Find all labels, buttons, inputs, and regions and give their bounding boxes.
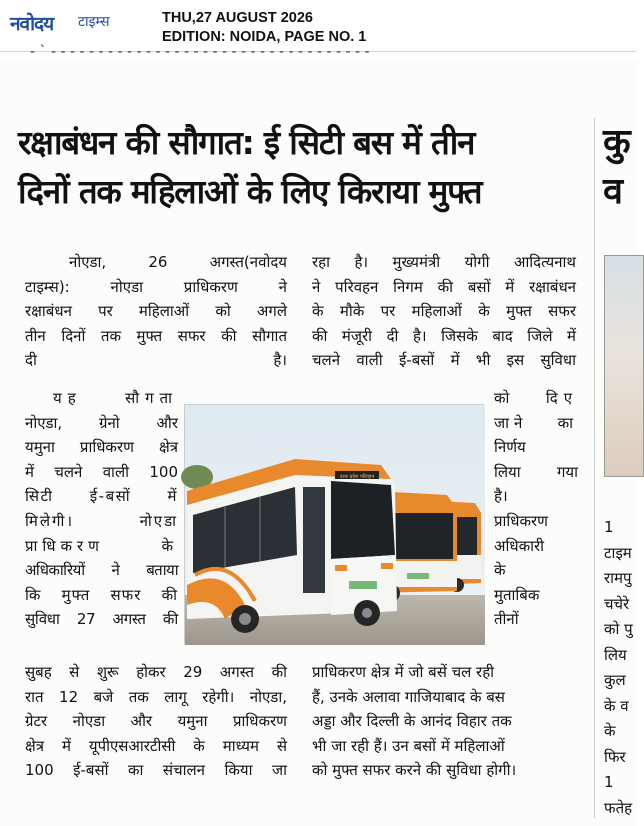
neighbor-line: को पु [604, 620, 633, 638]
neighbor-line: 1 [604, 773, 614, 791]
logo-main-text: नवोदय [10, 13, 54, 35]
neighbor-headline [603, 118, 631, 216]
neighbor-line: के [604, 722, 616, 740]
neighbor-headline-line: कु [603, 122, 631, 163]
text-line: में चलने वाली 100 [25, 462, 178, 481]
text-line: अड्डा और दिल्ली के आनंद विहार तक [312, 712, 512, 731]
neighbor-text [604, 515, 644, 821]
neighbor-line: रामपु [604, 569, 632, 587]
text-line: दी है। [25, 351, 287, 370]
text-line: टाइम्स): नोएडा प्राधिकरण ने [25, 277, 287, 296]
text-line: यमुना प्राधिकरण क्षेत्र [25, 438, 178, 457]
text-line: 100 ई-बसों का संचालन किया जा [25, 761, 287, 780]
neighbor-line: के व [604, 696, 629, 715]
text-line: ग्रेटर नोएडा और यमुना प्राधिकरण [25, 712, 287, 731]
newspaper-logo [10, 10, 150, 38]
bus-front [187, 459, 397, 633]
ebus-photo [184, 404, 484, 644]
text-line: रहा है। मुख्यमंत्री योगी आदित्यनाथ [312, 253, 576, 271]
text-line: प्राधिकरण के [25, 536, 178, 555]
text-line: रात 12 बजे तक लागू रहेगी। नोएडा, [25, 687, 287, 706]
article-headline [18, 118, 588, 216]
license-plate [349, 581, 377, 589]
text-line: ने परिवहन निगम की बसों में रक्षाबंधन [312, 277, 576, 296]
neighbor-line: फिर [604, 747, 626, 766]
bus-destination-sign: उत्तर प्रदेश परिवहन [339, 474, 375, 480]
text-line: मिलेगी। नोएडा [25, 511, 178, 530]
date-line: THU,27 AUGUST 2026 [162, 10, 313, 26]
neighbor-line: 1 [604, 518, 614, 536]
text-line: जाने का [494, 413, 578, 432]
col1-bottom-text [25, 660, 287, 783]
text-line: प्राधिकरण क्षेत्र में जो बसें चल रही [312, 663, 495, 681]
edition-line: EDITION: NOIDA, PAGE NO. 1 [162, 29, 367, 45]
col2-top-text [312, 250, 576, 373]
cut-previous-text: - ` - - - - - - - - - - - - - - - - - - - - - - - - - - - - - - - - - - [30, 44, 370, 60]
text-line: को मुफ्त सफर करने की सुविधा होगी। [312, 761, 517, 780]
neighbor-line: चचेरे [604, 594, 630, 613]
text-line: तीन दिनों तक मुफ्त सफर की सौगात [25, 326, 287, 345]
col2-bottom-text [312, 660, 576, 783]
text-line: चलने वाली ई-बसों में भी इस सुविधा [312, 351, 576, 370]
neighbor-line: फतेह [604, 798, 633, 817]
text-line: के मौके पर महिलाओं के मुफ्त सफर [312, 302, 576, 321]
text-line: भी जा रही हैं। उन बसों में महिलाओं [312, 736, 505, 755]
column-divider [594, 118, 595, 818]
headline-line-2: दिनों तक महिलाओं के लिए किराया मुफ्त [18, 172, 482, 211]
text-line: लिया गया [494, 462, 578, 481]
col1-top-text [25, 250, 287, 373]
text-line: है। [494, 487, 508, 506]
col1-mid-text [25, 386, 178, 632]
text-line: हैं, उनके अलावा गाजियाबाद के बस [312, 687, 505, 706]
headline-line-1: रक्षाबंधन की सौगात: ई सिटी बस में तीन [18, 123, 475, 162]
text-line: नोएडा, ग्रेनो और [25, 413, 178, 432]
text-line: सुविधा 27 अगस्त की [25, 610, 178, 629]
text-line: मुताबिक [494, 585, 540, 604]
text-line: के [494, 561, 506, 580]
col2-mid-text [494, 386, 578, 632]
logo-sub-text: टाइम्स [78, 14, 110, 30]
text-line: तीनों [494, 610, 519, 629]
text-line: सिटी ई-बसों में [25, 487, 178, 506]
neighbor-headline-line: व [603, 171, 624, 212]
text-line: यह सौगता [53, 389, 178, 407]
text-line: अधिकारियों ने बताया [25, 561, 178, 580]
text-line: क्षेत्र में यूपीएसआरटीसी के माध्यम से [25, 736, 287, 755]
edition-info [162, 9, 366, 47]
text-line: नोएडा, 26 अगस्त(नवोदय [69, 253, 287, 271]
neighbor-photo [604, 255, 644, 477]
neighbor-line: लिय [604, 645, 627, 664]
neighbor-line: कुल [604, 671, 626, 689]
neighbor-line: टाइम [604, 543, 632, 562]
text-line: रक्षाबंधन पर महिलाओं को अगले [25, 302, 287, 321]
ebus-illustration [185, 405, 485, 645]
text-line: कि मुफ्त सफर की [25, 585, 178, 604]
text-line: निर्णय [494, 438, 526, 457]
text-line: को दिए [494, 389, 578, 407]
text-line: सुबह से शुरू होकर 29 अगस्त की [25, 663, 287, 681]
text-line: की मंजूरी दी है। जिसके बाद जिले में [312, 326, 576, 345]
text-line: प्राधिकरण [494, 511, 549, 530]
text-line: अधिकारी [494, 536, 544, 555]
